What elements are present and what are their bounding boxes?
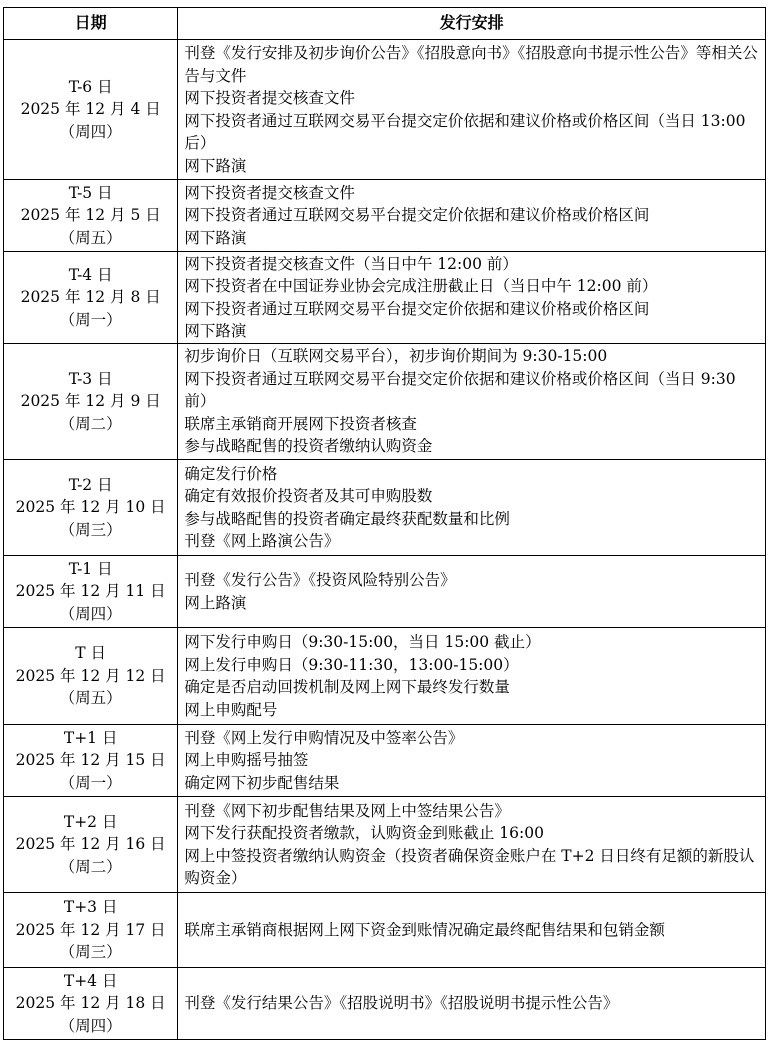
weekday-label: （周四） — [59, 1016, 122, 1035]
arrangement-item: 参与战略配售的投资者缴纳认购资金 — [184, 437, 433, 456]
arrangement-item: 确定网下初步配售结果 — [184, 773, 340, 792]
day-label: T+2 日 — [63, 812, 118, 831]
table-row — [4, 893, 766, 968]
table-row — [4, 628, 766, 725]
arrangement-item: 初步询价日（互联网交易平台），初步询价期间为 9:30-15:00 — [184, 347, 608, 366]
date-cell — [4, 252, 178, 344]
day-label: T-1 日 — [68, 559, 113, 578]
table-row — [4, 460, 766, 556]
arrangement-cell — [178, 628, 766, 725]
arrangement-item: 网下投资者提交核查文件 — [184, 183, 355, 202]
arrangement-cell — [178, 968, 766, 1040]
arrangement-item: 刊登《网下初步配售结果及网上中签结果公告》 — [184, 801, 510, 820]
date-cell — [4, 344, 178, 460]
weekday-label: （周四） — [59, 122, 122, 141]
table-row — [4, 344, 766, 460]
schedule-table — [3, 7, 766, 1040]
day-label: T+4 日 — [63, 971, 118, 990]
table-row — [4, 40, 766, 180]
weekday-label: （周一） — [59, 310, 122, 329]
arrangement-item: 确定是否启动回拨机制及网上网下最终发行数量 — [184, 678, 510, 696]
arrangement-item: 网下发行申购日（9:30-15:00，当日 15:00 截止） — [184, 633, 541, 651]
arrangement-cell — [178, 344, 766, 460]
calendar-date: 2025 年 12 月 10 日 — [15, 498, 166, 517]
table-row — [4, 556, 766, 628]
date-cell — [4, 968, 178, 1040]
arrangement-item: 网上发行申购日（9:30-11:30，13:00-15:00） — [184, 655, 519, 674]
arrangement-item: 网下投资者通过互联网交易平台提交定价依据和建议价格或价格区间 — [184, 206, 650, 225]
arrangement-cell — [178, 252, 766, 344]
calendar-date: 2025 年 12 月 18 日 — [15, 994, 166, 1013]
date-cell — [4, 556, 178, 628]
arrangement-item: 刊登《网上发行申购情况及中签率公告》 — [184, 728, 464, 747]
day-label: T+1 日 — [63, 728, 118, 747]
arrangement-item: 网上路演 — [184, 593, 247, 612]
arrangement-cell — [178, 40, 766, 180]
date-cell — [4, 893, 178, 968]
weekday-label: （周一） — [59, 773, 122, 792]
weekday-label: （周四） — [59, 604, 122, 623]
arrangement-cell — [178, 725, 766, 797]
day-label: T-3 日 — [68, 369, 113, 388]
calendar-date: 2025 年 12 月 16 日 — [15, 835, 166, 854]
arrangement-item: 网下投资者提交核查文件（当日中午 12:00 前） — [184, 254, 518, 273]
calendar-date: 2025 年 12 月 5 日 — [20, 206, 161, 225]
day-label: T-2 日 — [68, 475, 113, 494]
calendar-date: 2025 年 12 月 15 日 — [15, 751, 166, 770]
calendar-date: 2025 年 12 月 11 日 — [15, 582, 166, 601]
arrangement-item: 确定有效报价投资者及其可申购股数 — [184, 487, 433, 505]
arrangement-item: 参与战略配售的投资者确定最终获配数量和比例 — [184, 509, 510, 528]
calendar-date: 2025 年 12 月 4 日 — [20, 100, 161, 119]
arrangement-item: 刊登《发行公告》《投资风险特别公告》 — [184, 571, 456, 589]
day-label: T 日 — [75, 644, 107, 663]
date-cell — [4, 460, 178, 556]
arrangement-item: 网下路演 — [184, 322, 247, 340]
weekday-label: （周二） — [59, 414, 122, 433]
arrangement-item: 网上申购配号 — [184, 700, 278, 719]
arrangement-item: 网下路演 — [184, 228, 247, 247]
arrangement-cell — [178, 797, 766, 893]
day-label: T-5 日 — [68, 183, 113, 202]
arrangement-cell — [178, 556, 766, 628]
arrangement-item: 网下发行获配投资者缴款，认购资金到账截止 16:00 — [184, 824, 544, 842]
day-label: T-4 日 — [68, 265, 113, 284]
arrangement-item: 网下投资者通过互联网交易平台提交定价依据和建议价格或价格区间 — [184, 299, 650, 318]
date-cell — [4, 725, 178, 797]
arrangement-cell — [178, 893, 766, 968]
arrangement-cell — [178, 180, 766, 252]
arrangement-item: 刊登《发行安排及初步询价公告》《招股意向书》《招股意向书提示性公告》等相关公告与文件 — [184, 44, 758, 85]
weekday-label: （周三） — [59, 520, 122, 539]
date-cell — [4, 797, 178, 893]
calendar-date: 2025 年 12 月 12 日 — [15, 666, 166, 685]
table-row — [4, 252, 766, 344]
table-row — [4, 968, 766, 1040]
weekday-label: （周五） — [59, 228, 122, 247]
arrangement-item: 网下路演 — [184, 156, 247, 175]
date-cell — [4, 40, 178, 180]
calendar-date: 2025 年 12 月 8 日 — [20, 288, 161, 307]
arrangement-item: 网上申购摇号抽签 — [184, 751, 309, 770]
table-row — [4, 725, 766, 797]
table-row — [4, 180, 766, 252]
calendar-date: 2025 年 12 月 17 日 — [15, 920, 166, 939]
weekday-label: （周二） — [59, 857, 122, 876]
arrangement-item: 联席主承销商开展网下投资者核查 — [184, 414, 417, 433]
table-header-row — [4, 8, 766, 40]
arrangement-item: 网下投资者通过互联网交易平台提交定价依据和建议价格或价格区间（当日 13:00 后） — [184, 111, 746, 152]
date-column-header: 日期 — [4, 8, 178, 40]
arrangement-column-header: 发行安排 — [178, 8, 766, 40]
day-label: T-6 日 — [68, 77, 113, 96]
weekday-label: （周五） — [59, 689, 122, 708]
arrangement-item: 网下投资者提交核查文件 — [184, 89, 355, 107]
arrangement-item: 网上中签投资者缴纳认购资金（投资者确保资金账户在 T+2 日日终有足额的新股认购资金） — [184, 846, 755, 887]
arrangement-item: 刊登《发行结果公告》《招股说明书》《招股说明书提示性公告》 — [184, 994, 619, 1013]
arrangement-item: 网下投资者在中国证券业协会完成注册截止日（当日中午 12:00 前） — [184, 277, 658, 295]
arrangement-item: 联席主承销商根据网上网下资金到账情况确定最终配售结果和包销金额 — [184, 920, 665, 939]
arrangement-cell — [178, 460, 766, 556]
table-row — [4, 797, 766, 893]
weekday-label: （周三） — [59, 943, 122, 962]
day-label: T+3 日 — [63, 898, 118, 917]
date-cell — [4, 180, 178, 252]
date-cell — [4, 628, 178, 725]
arrangement-item: 确定发行价格 — [184, 464, 278, 483]
arrangement-item: 网下投资者通过互联网交易平台提交定价依据和建议价格或价格区间（当日 9:30 前） — [184, 369, 736, 411]
calendar-date: 2025 年 12 月 9 日 — [20, 392, 161, 411]
arrangement-item: 刊登《网上路演公告》 — [184, 532, 340, 550]
